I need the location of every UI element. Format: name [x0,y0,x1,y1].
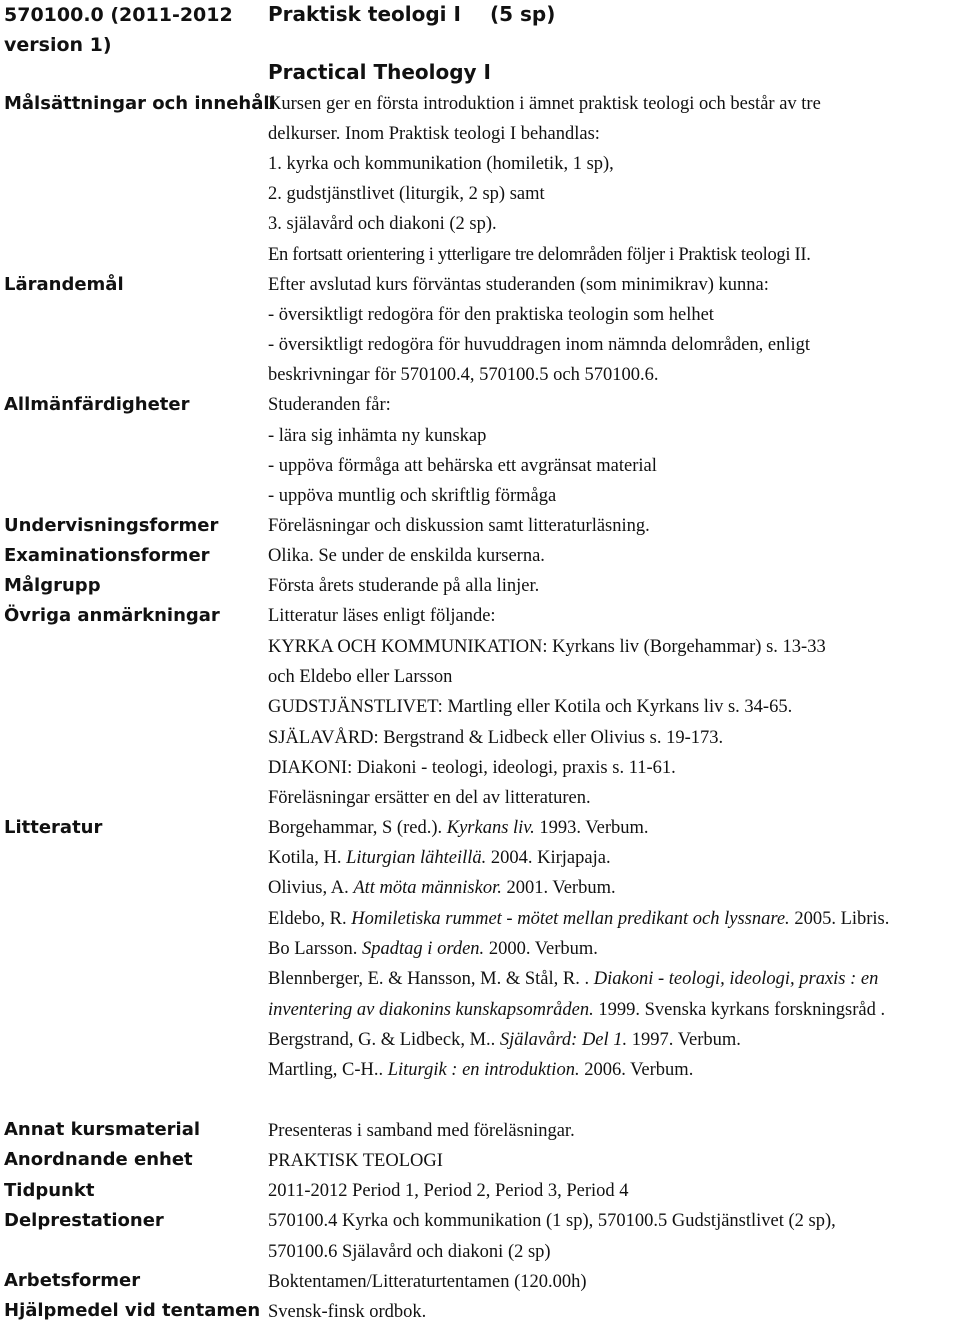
course-credits: (5 sp) [490,2,556,26]
reference-item: Eldebo, R. Homiletiska rummet - mötet mellan predikant och lyssnare. 2005. Libris. [268,909,890,929]
malgrupp-value: Första årets studerande på alla linjer. [268,576,540,596]
label-anordnande: Anordnande enhet [4,1149,193,1170]
anordnande-value: PRAKTISK TEOLOGI [268,1151,443,1171]
reference-item: Borgehammar, S (red.). Kyrkans liv. 1993. Verbum. [268,818,649,838]
label-malsattningar: Målsättningar och innehåll [4,93,276,114]
malsattningar-line: 3. själavård och diakoni (2 sp). [268,214,497,234]
allmanfardigheter-line: - uppöva muntlig och skriftlig förmåga [268,486,557,506]
label-examinationsformer: Examinationsformer [4,545,210,566]
delprestationer-line: 570100.4 Kyrka och kommunikation (1 sp), 570100.5 Gudstjänstlivet (2 sp), [268,1211,836,1231]
label-tidpunkt: Tidpunkt [4,1180,95,1201]
larandemal-line: Efter avslutad kurs förväntas studeranden (som minimikrav) kunna: [268,275,769,295]
reference-item: Olivius, A. Att möta människor. 2001. Verbum. [268,878,616,898]
ovriga-line: KYRKA OCH KOMMUNIKATION: Kyrkans liv (Borgehammar) s. 13-33 [268,637,826,657]
course-title: Praktisk teologi I [268,2,461,26]
larandemal-line: - översiktligt redogöra för den praktiska teologin som helhet [268,305,714,325]
reference-item: Bo Larsson. Spadtag i orden. 2000. Verbum. [268,939,598,959]
label-larandemal: Lärandemål [4,274,124,295]
label-malgrupp: Målgrupp [4,575,101,596]
label-hjalpmedel: Hjälpmedel vid tentamen [4,1300,261,1321]
ovriga-line: SJÄLAVÅRD: Bergstrand & Lidbeck eller Olivius s. 19-173. [268,728,724,748]
tidpunkt-value: 2011-2012 Period 1, Period 2, Period 3, Period 4 [268,1181,629,1201]
delprestationer-line: 570100.6 Själavård och diakoni (2 sp) [268,1242,551,1262]
undervisningsformer-value: Föreläsningar och diskussion samt litteraturläsning. [268,516,650,536]
reference-item: Blennberger, E. & Hansson, M. & Stål, R. . Diakoni - teologi, ideologi, praxis : en [268,969,879,989]
label-undervisningsformer: Undervisningsformer [4,515,219,536]
malsattningar-line: 2. gudstjänstlivet (liturgik, 2 sp) samt [268,184,545,204]
larandemal-line: beskrivningar för 570100.4, 570100.5 och 570100.6. [268,365,659,385]
course-title-en: Practical Theology I [268,60,491,84]
label-ovriga: Övriga anmärkningar [4,605,220,626]
hjalpmedel-value: Svensk-finsk ordbok. [268,1302,427,1322]
examinationsformer-value: Olika. Se under de enskilda kurserna. [268,546,545,566]
course-version: version 1) [4,34,112,56]
annat-value: Presenteras i samband med föreläsningar. [268,1121,575,1141]
reference-item: inventering av diakonins kunskapsområden. 1999. Svenska kyrkans forskningsråd . [268,1000,886,1020]
ovriga-line: Litteratur läses enligt följande: [268,606,496,626]
label-litteratur: Litteratur [4,817,103,838]
malsattningar-line: delkurser. Inom Praktisk teologi I behandlas: [268,124,600,144]
malsattningar-line: En fortsatt orientering i ytterligare tre delområden följer i Praktisk teologi II. [268,245,811,265]
ovriga-line: DIAKONI: Diakoni - teologi, ideologi, praxis s. 11-61. [268,758,676,778]
label-arbetsformer: Arbetsformer [4,1270,141,1291]
reference-item: Bergstrand, G. & Lidbeck, M.. Själavård: Del 1. 1997. Verbum. [268,1030,741,1050]
ovriga-line: GUDSTJÄNSTLIVET: Martling eller Kotila och Kyrkans liv s. 34-65. [268,697,793,717]
malsattningar-line: Kursen ger en första introduktion i ämnet praktisk teologi och består av tre [268,94,821,114]
course-code: 570100.0 (2011-2012 [4,4,233,26]
allmanfardigheter-line: Studeranden får: [268,395,391,415]
reference-item: Martling, C-H.. Liturgik : en introduktion. 2006. Verbum. [268,1060,694,1080]
malsattningar-line: 1. kyrka och kommunikation (homiletik, 1 sp), [268,154,614,174]
label-delprestationer: Delprestationer [4,1210,164,1231]
label-allmanfardigheter: Allmänfärdigheter [4,394,190,415]
ovriga-line: och Eldebo eller Larsson [268,667,453,687]
reference-item: Kotila, H. Liturgian lähteillä. 2004. Kirjapaja. [268,848,611,868]
arbetsformer-value: Boktentamen/Litteraturtentamen (120.00h) [268,1272,587,1292]
ovriga-line: Föreläsningar ersätter en del av litteraturen. [268,788,591,808]
label-annat: Annat kursmaterial [4,1119,201,1140]
allmanfardigheter-line: - lära sig inhämta ny kunskap [268,426,487,446]
allmanfardigheter-line: - uppöva förmåga att behärska ett avgränsat material [268,456,657,476]
larandemal-line: - översiktligt redogöra för huvuddragen inom nämnda delområden, enligt [268,335,811,355]
